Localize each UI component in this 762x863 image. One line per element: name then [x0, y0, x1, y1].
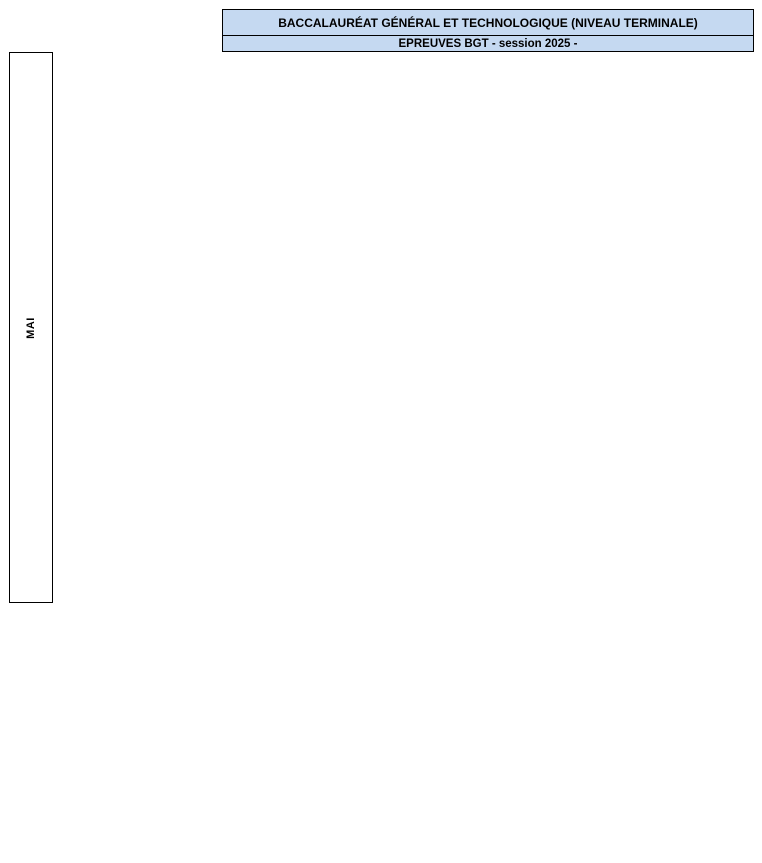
calendar-title: BACCALAURÉAT GÉNÉRAL ET TECHNOLOGIQUE (NIVEAU TERMINALE) [222, 9, 754, 36]
month-label-text: MAI [25, 316, 37, 339]
month-label-mai [9, 52, 53, 603]
calendar-subtitle: EPREUVES BGT - session 2025 - [222, 35, 754, 52]
